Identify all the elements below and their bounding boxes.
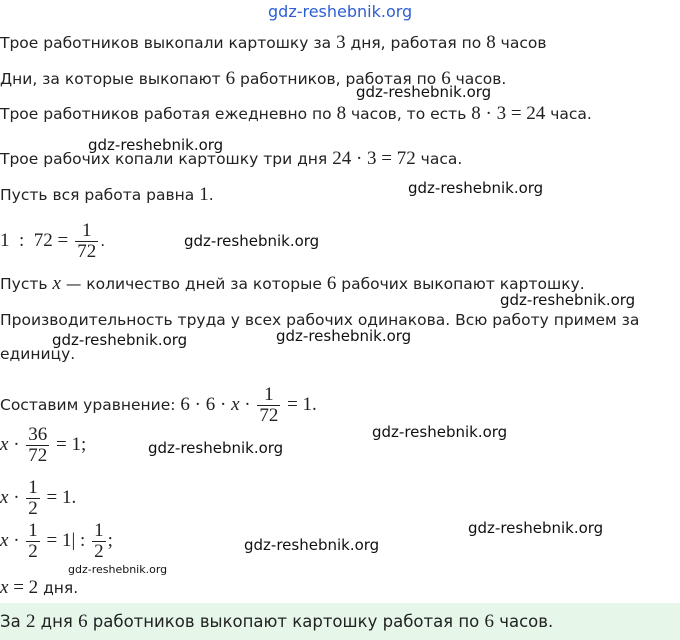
solution-line-1: Трое работников выкопали картошку за 3 дня, работая по 8 часов [0,32,547,53]
solution-line-5: Пусть вся работа равна 1. [0,184,214,205]
watermark: gdz-reshebnik.org [88,136,224,154]
fraction: $\frac{1}{2}$ [28,520,38,562]
fraction: $\frac{1}{2}$ [28,477,38,519]
fraction: $\frac{1}{72}$ [77,220,97,262]
watermark: gdz-reshebnik.org [372,423,508,441]
equation-step-3: x · $\frac{1}{2}$ = 1| : $\frac{1}{2}$ ; [0,520,113,562]
watermark-top: gdz-reshebnik.org [268,2,413,21]
watermark: gdz-reshebnik.org [500,291,636,309]
equation-result: x = 2 дня. [0,577,79,598]
fraction: $\frac{1}{2}$ [94,520,104,562]
watermark: gdz-reshebnik.org [148,439,284,457]
solution-line-7: Пусть x — количество дней за которые 6 рабочих выкопают картошку. [0,273,585,294]
answer-line: За 2 дня 6 работников выкопают картошку работая по 6 часов. [0,611,554,632]
fraction: $\frac{36}{72}$ [28,424,48,466]
fraction: $\frac{1}{72}$ [259,384,279,426]
equation-step-1: x · $\frac{36}{72}$ = 1; [0,424,87,466]
solution-line-8b: единицу. [0,345,76,363]
watermark: gdz-reshebnik.org [276,327,412,345]
solution-line-3: Трое работников работая ежедневно по 8 часов, то есть 8 · 3 = 24 часа. [0,103,592,124]
solution-line-6: 1 : 72 = $\frac{1}{72}$ . [0,220,106,262]
watermark: gdz-reshebnik.org [184,232,320,250]
watermark: gdz-reshebnik.org [408,179,544,197]
solution-line-2: Дни, за которые выкопают 6 работников, работая по 6 часов. [0,68,507,89]
equation-step-2: x · $\frac{1}{2}$ = 1. [0,477,77,519]
solution-line-8: Производительность труда у всех рабочих одинакова. Всю работу примем за [0,311,640,329]
equation-line: Составим уравнение: 6 · 6 · x · $\frac{1}{72}$ = 1. [0,384,317,426]
watermark: gdz-reshebnik.org [468,519,604,537]
solution-line-4: Трое рабочих копали картошку три дня 24 · 3 = 72 часа. [0,148,463,169]
watermark: gdz-reshebnik.org [244,536,380,554]
watermark: gdz-reshebnik.org [356,83,492,101]
watermark: gdz-reshebnik.org [52,331,188,349]
watermark-small: gdz-reshebnik.org [68,563,168,576]
